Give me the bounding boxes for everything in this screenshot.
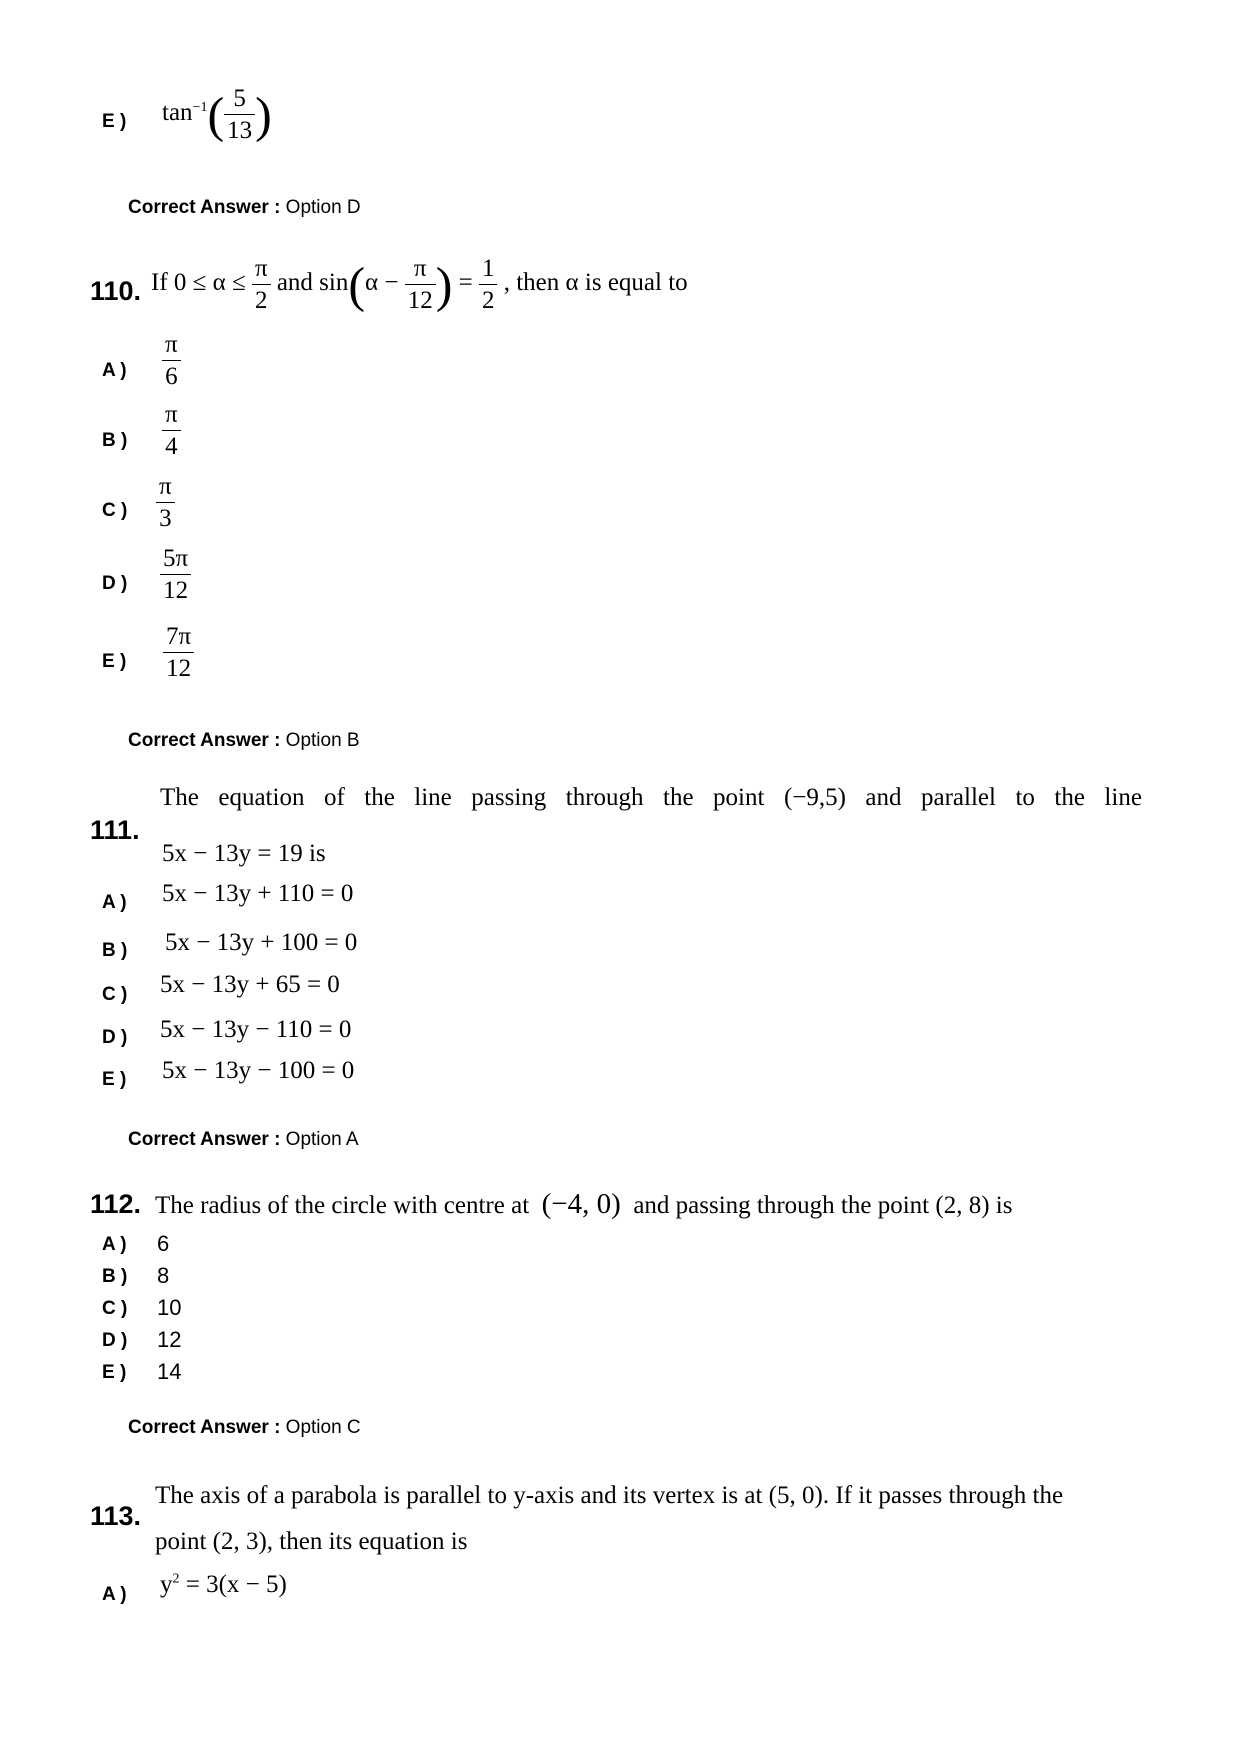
option-label: E ): [102, 1362, 127, 1383]
correct-answer-value: Option C: [285, 1417, 361, 1438]
option-c-value: 5x − 13y + 65 = 0: [160, 971, 340, 998]
option-e-value: 5x − 13y − 100 = 0: [162, 1057, 355, 1084]
option-label: A ): [102, 1584, 127, 1605]
correct-answer-value: Option B: [285, 730, 360, 751]
option-e-value: $\frac{7\pi}{12}$: [163, 624, 194, 681]
option-b-value: 5x − 13y + 100 = 0: [165, 929, 358, 956]
question-stem-line-2: point (2, 3), then its equation is: [155, 1528, 468, 1555]
option-label: B ): [102, 940, 128, 961]
question-stem-line-1: The axis of a parabola is parallel to y-axis and its vertex is at (5, 0). If it passes through the: [155, 1482, 1064, 1509]
option-d-value: 5x − 13y − 110 = 0: [160, 1016, 352, 1043]
option-label: C ): [102, 984, 128, 1005]
option-label: E ): [102, 1069, 127, 1090]
option-label: D ): [102, 573, 128, 594]
option-a-value: 5x − 13y + 110 = 0: [162, 880, 354, 907]
option-d-value: $\frac{5\pi}{12}$: [160, 546, 191, 603]
option-label: D ): [102, 1330, 128, 1351]
option-label: A ): [102, 360, 127, 381]
option-label: E ): [102, 111, 127, 132]
question-number: 112.: [90, 1189, 142, 1219]
correct-answer: [128, 197, 361, 219]
option-c-value: 10: [157, 1295, 182, 1320]
fraction: $\frac{5}{13}$: [224, 86, 255, 143]
correct-answer-label: Correct Answer :: [128, 730, 281, 751]
option-label: C ): [102, 1298, 128, 1319]
correct-answer: [128, 1417, 361, 1439]
option-label: A ): [102, 892, 127, 913]
question-stem-line-2: 5x − 13y = 19 is: [162, 840, 326, 867]
correct-answer-label: Correct Answer :: [128, 197, 281, 218]
option-c-value: $\frac{\pi}{3}$: [156, 474, 175, 531]
option-a-value: 6: [157, 1231, 170, 1256]
question-stem: If 0 ≤ α ≤ $\frac{\pi}{2}$ and sin(α − $\frac{\pi}{12}$ ) = $\frac{1}{2}$ , then α is equal to: [151, 255, 688, 314]
correct-answer-value: Option D: [285, 197, 361, 218]
correct-answer-value: Option A: [285, 1129, 359, 1150]
option-a-value: $\frac{\pi}{6}$: [162, 332, 181, 389]
question-stem-line-1: The equation of the line passing through the point (−9,5) and parallel to the line: [160, 784, 1142, 811]
correct-answer-label: Correct Answer :: [128, 1129, 281, 1150]
option-e-expression: $\tan^{-1}$( $\frac{5}{13}$ ): [162, 85, 272, 144]
question-number: 111.: [90, 815, 140, 845]
question-stem: The radius of the circle with centre at (−4, 0) and passing through the point (2, 8) is: [155, 1188, 1013, 1220]
question-number: 113.: [90, 1501, 142, 1531]
option-b-value: $\frac{\pi}{4}$: [162, 402, 181, 459]
option-label: B ): [102, 1266, 128, 1287]
option-label: D ): [102, 1027, 128, 1048]
correct-answer: [128, 1129, 359, 1151]
superscript: −1: [192, 99, 208, 115]
option-b-value: 8: [157, 1263, 170, 1288]
option-a-value: $y^2 = 3(x - 5)$: [160, 1571, 287, 1598]
option-label: C ): [102, 500, 128, 521]
option-label: E ): [102, 651, 127, 672]
option-label: A ): [102, 1234, 127, 1255]
correct-answer: [128, 730, 360, 752]
option-e-value: 14: [157, 1359, 182, 1384]
fn-name: tan: [162, 99, 193, 127]
correct-answer-label: Correct Answer :: [128, 1417, 281, 1438]
option-label: B ): [102, 430, 128, 451]
question-number: 110.: [90, 276, 142, 306]
option-d-value: 12: [157, 1327, 182, 1352]
